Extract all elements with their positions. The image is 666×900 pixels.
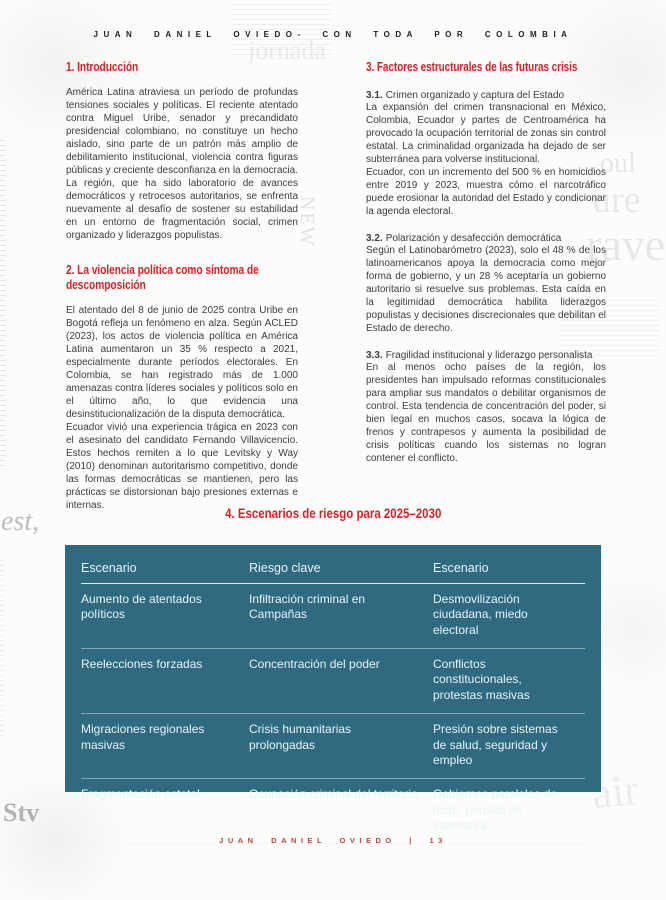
subsection-heading-text: Fragilidad institucional y liderazgo personalista <box>385 350 593 361</box>
paragraph: América Latina atraviesa un período de profundas tensiones sociales y políticas. El reciente atentado contra Miguel Uribe, senador y precandidato presidencial colombiano, no constituye un hecho aislado, sino parte de un patrón más amplio de debilitamiento institucional, violencia contra figuras públicas y creciente desconfianza en la democracia. La región, que ha sido laboratorio de avances democráticos y retrocesos autoritarios, se enfrenta nuevamente al desafío de sostener su estabilidad en un entorno de fragmentación social, crimen organizado y liderazgos populistas. <box>66 87 298 241</box>
table-row <box>81 714 585 779</box>
table-cell: Fragmentación estatal <box>81 787 200 802</box>
page-footer: JUAN DANIEL OVIEDO | 13 <box>219 836 447 845</box>
subsection-number: 3.3. <box>366 350 383 361</box>
table-row <box>81 584 585 649</box>
newsprint-microtext-column <box>0 560 5 740</box>
right-column <box>366 60 606 512</box>
article-columns <box>66 60 608 512</box>
subsection-heading <box>366 350 606 361</box>
paragraph: Ecuador vivió una experiencia trágica en 2023 con el asesinato del candidato Fernando Villavicencio. Estos hechos remiten a lo que Levitsky y Way (2010) denominan autoritarismo competitivo, donde las formas democráticas se mantienen, pero las prácticas se distorsionan bajo presiones externas e internas. <box>66 422 298 511</box>
table-cell: Migraciones regionales masivas <box>81 722 205 752</box>
table-cell: Aumento de atentados políticos <box>81 592 202 622</box>
section-factores-estructurales <box>366 60 606 465</box>
table-cell: Crisis humanitarias prolongadas <box>249 722 352 752</box>
paragraph: En al menos ocho países de la región, los presidentes han impulsado reformas constitucionales para ampliar sus mandatos o debilitar organismos de control. Esta tendencia de concentración del poder, si bien legal en muchos casos, socava la lógica de frenos y contrapesos y aumenta la posibilidad de crisis políticas cuando los sistemas no logran contener el conflicto. <box>366 362 606 464</box>
section-violencia-politica <box>66 263 298 512</box>
subsection-3-1 <box>366 90 606 218</box>
page-header-brand: JUAN DANIEL OVIEDO- CON TODA POR COLOMBIA <box>93 30 573 39</box>
paragraph: El atentado del 8 de junio de 2025 contra Uribe en Bogotá refleja un fenómeno en alza. Según ACLED (2023), los actos de violencia política en América Latina aumentaron un 35 % respecto a 2021, especialmente durante períodos electorales. En Colombia, se han registrado más de 1.000 amenazas contra líderes sociales y políticos solo en el último año, lo que evidencia una desinstitucionalización de la disputa democrática. <box>66 305 298 420</box>
paragraph: La expansión del crimen transnacional en México, Colombia, Ecuador y partes de Centroamérica ha provocado la ocupación territorial de zonas sin control estatal. La criminalidad organizada ha dejado de ser subterránea para volverse institucional. <box>366 102 606 165</box>
table-header-cell: Escenario <box>433 561 489 575</box>
table-cell: Infiltración criminal en Campañas <box>249 592 366 622</box>
section-title: 1. Introducción <box>66 60 139 74</box>
table-cell: Desmovilización ciudadana, miedo electoral <box>433 592 528 637</box>
table-cell: Presión sobre sistemas de salud, seguridad y empleo <box>433 722 558 767</box>
table-row <box>81 779 585 844</box>
paragraph: Según el Latinobarómetro (2023), solo el 48 % de los latinoamericanos apoya la democracia como mejor forma de gobierno, y un 28 % aceptaría un gobierno autoritario si resuelve sus problemas. Esta caída en la legitimidad democrática habilita liderazgos populistas y decisiones discrecionales que debilitan el Estado de derecho. <box>366 245 606 334</box>
table-cell: Conflictos constitucionales, protestas masivas <box>433 657 530 702</box>
background-word: ure <box>592 179 641 221</box>
table-header-row <box>81 551 585 584</box>
paragraph: Ecuador, con un incremento del 500 % en homicidios entre 2019 y 2023, muestra cómo el narcotráfico puede erosionar la autoridad del Estado y condicionar la agenda electoral. <box>366 167 606 217</box>
subsection-heading-text: Crimen organizado y captura del Estado <box>385 90 565 101</box>
subsection-3-3 <box>366 350 606 465</box>
subsection-number: 3.1. <box>366 90 383 101</box>
background-word: Stv <box>3 798 40 827</box>
background-word: jornada <box>248 36 326 65</box>
subsection-number: 3.2. <box>366 233 383 244</box>
subsection-heading <box>366 233 606 244</box>
background-word: est, <box>1 506 40 537</box>
section-title-text: 4. Escenarios de riesgo para 2025–2030 <box>224 506 442 521</box>
subsection-heading <box>366 90 606 101</box>
table-row <box>81 649 585 714</box>
background-word: rave <box>586 219 666 270</box>
background-word: NEW <box>296 196 318 248</box>
table-cell: Gobiernos paralelos de facto, pérdida de soberanía <box>433 787 558 832</box>
section-introduccion <box>66 60 298 242</box>
table-cell: Concentración del poder <box>249 657 380 672</box>
newsprint-microtext-column <box>0 140 6 470</box>
background-word: oul <box>600 148 636 179</box>
table-header-cell: Escenario <box>81 561 137 575</box>
subsection-heading-text: Polarización y desafección democrática <box>385 233 562 244</box>
table-header-cell: Riesgo clave <box>249 561 321 575</box>
table-cell: Reelecciones forzadas <box>81 657 203 672</box>
section-title-escenarios <box>0 506 666 521</box>
background-word: air <box>589 764 641 819</box>
section-title: 3. Factores estructurales de las futuras crisis <box>366 60 578 74</box>
section-title: 2. La violencia política como síntoma de descomposición <box>66 263 259 292</box>
table-cell: Ocupación criminal del territorio <box>249 787 418 802</box>
risk-scenarios-table <box>65 545 601 832</box>
subsection-3-2 <box>366 233 606 335</box>
left-column <box>66 60 298 512</box>
